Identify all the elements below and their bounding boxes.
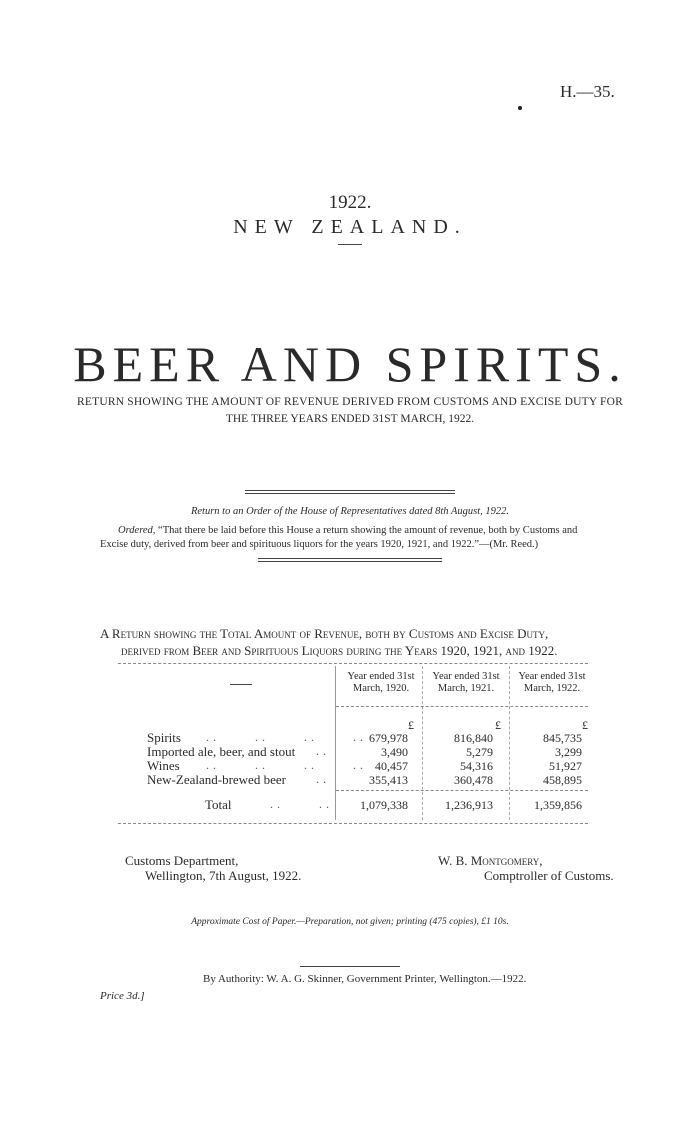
table-bottom-rule (118, 823, 588, 824)
currency-1920: £ (408, 718, 414, 732)
return-order-note: Return to an Order of the House of Representatives dated 8th August, 1922. (190, 506, 510, 517)
order-double-rule (245, 490, 455, 494)
column-head-1920 (336, 671, 426, 695)
cell-wines-1920: 40,457 (375, 759, 408, 773)
cell-imported-1921: 5,279 (466, 745, 493, 759)
column-head-1922 (510, 671, 594, 695)
cell-spirits-1920: 679,978 (369, 731, 408, 745)
column-head-rule (336, 706, 588, 707)
leader-dots: .. (316, 744, 330, 758)
currency-1921: £ (495, 718, 501, 732)
cell-wines-1922: 51,927 (549, 759, 582, 773)
cell-total-1922: 1,359,856 (534, 798, 582, 812)
cost-note (0, 917, 700, 927)
total-rule (336, 790, 588, 791)
cost-note-text: Approximate Cost of Paper.—Preparation, not given; printing (475 copies), £1 10s. (191, 917, 509, 927)
row-label-wines: Wines (147, 758, 180, 773)
table-title-line-2: derived from Beer and Spirituous Liquors during the Years 1920, 1921, and 1922. (121, 643, 558, 658)
paper-code: H.—35. (560, 82, 615, 101)
cell-nz-beer-1920: 355,413 (369, 773, 408, 787)
row-label-imported: Imported ale, beer, and stout (147, 744, 296, 759)
leader-dots: .. (316, 772, 330, 786)
currency-1922: £ (582, 718, 588, 732)
price: Price 3d.] (100, 990, 145, 1002)
cell-nz-beer-1921: 360,478 (454, 773, 493, 787)
department-line-1: Customs Department, (125, 853, 239, 868)
column-head-1920-line-2: March, 1920. (352, 683, 410, 694)
table-title-line-1: A Return showing the Total Amount of Revenue, both by Customs and Excise Duty, (100, 626, 549, 641)
subtitle-line-2: THE THREE YEARS ENDED 31ST MARCH, 1922. (225, 413, 475, 425)
signatory-title: Comptroller of Customs. (484, 868, 614, 883)
cell-total-1920: 1,079,338 (360, 798, 408, 812)
authority-rule (300, 966, 400, 967)
leader-dots: .. .. .. .. (206, 730, 367, 744)
ordered-line-2: Excise duty, derived from beer and spirituous liquors for the years 1920, 1921, and 1922.”—(Mr. Reed.) (100, 539, 539, 550)
column-head-1922-line-2: March, 1922. (523, 683, 581, 694)
subtitle-line-1: RETURN SHOWING THE AMOUNT OF REVENUE DERIVED FROM CUSTOMS AND EXCISE DUTY FOR (77, 396, 623, 408)
stub-head-dash (230, 684, 252, 685)
row-label-nz-beer: New-Zealand-brewed beer (147, 772, 286, 787)
column-head-1920-line-1: Year ended 31st (347, 671, 415, 682)
row-label-total: Total (205, 797, 232, 812)
ink-dot (518, 106, 522, 110)
order-bottom-rule (258, 558, 442, 562)
column-head-1921-line-2: March, 1921. (437, 683, 495, 694)
ordered-label: Ordered, (118, 525, 156, 536)
table-top-rule (118, 663, 588, 664)
authority-line: By Authority: W. A. G. Skinner, Government Printer, Wellington.—1922. (203, 973, 527, 985)
signatory-name: W. B. Montgomery, (438, 853, 543, 868)
title-short-rule (338, 244, 362, 245)
cell-imported-1922: 3,299 (555, 745, 582, 759)
column-head-1921 (423, 671, 509, 695)
row-label-spirits: Spirits (147, 730, 181, 745)
cell-spirits-1922: 845,735 (543, 731, 582, 745)
cell-imported-1920: 3,490 (381, 745, 408, 759)
main-title: BEER AND SPIRITS. (73, 336, 627, 392)
leader-dots: .. .. .. .. (206, 758, 367, 772)
column-head-1921-line-1: Year ended 31st (432, 671, 500, 682)
cell-spirits-1921: 816,840 (454, 731, 493, 745)
ordered-line-1 (118, 525, 688, 536)
cell-total-1921: 1,236,913 (445, 798, 493, 812)
ordered-text-1: “That there be laid before this House a return showing the amount of revenue, both by Customs and (158, 525, 578, 536)
department-line-2: Wellington, 7th August, 1922. (145, 868, 302, 883)
title-country: NEW ZEALAND. (233, 216, 467, 238)
cell-nz-beer-1922: 458,895 (543, 773, 582, 787)
leader-dots: .. .. (270, 797, 333, 811)
column-head-1922-line-1: Year ended 31st (518, 671, 586, 682)
title-year: 1922. (328, 192, 372, 213)
cell-wines-1921: 54,316 (460, 759, 493, 773)
